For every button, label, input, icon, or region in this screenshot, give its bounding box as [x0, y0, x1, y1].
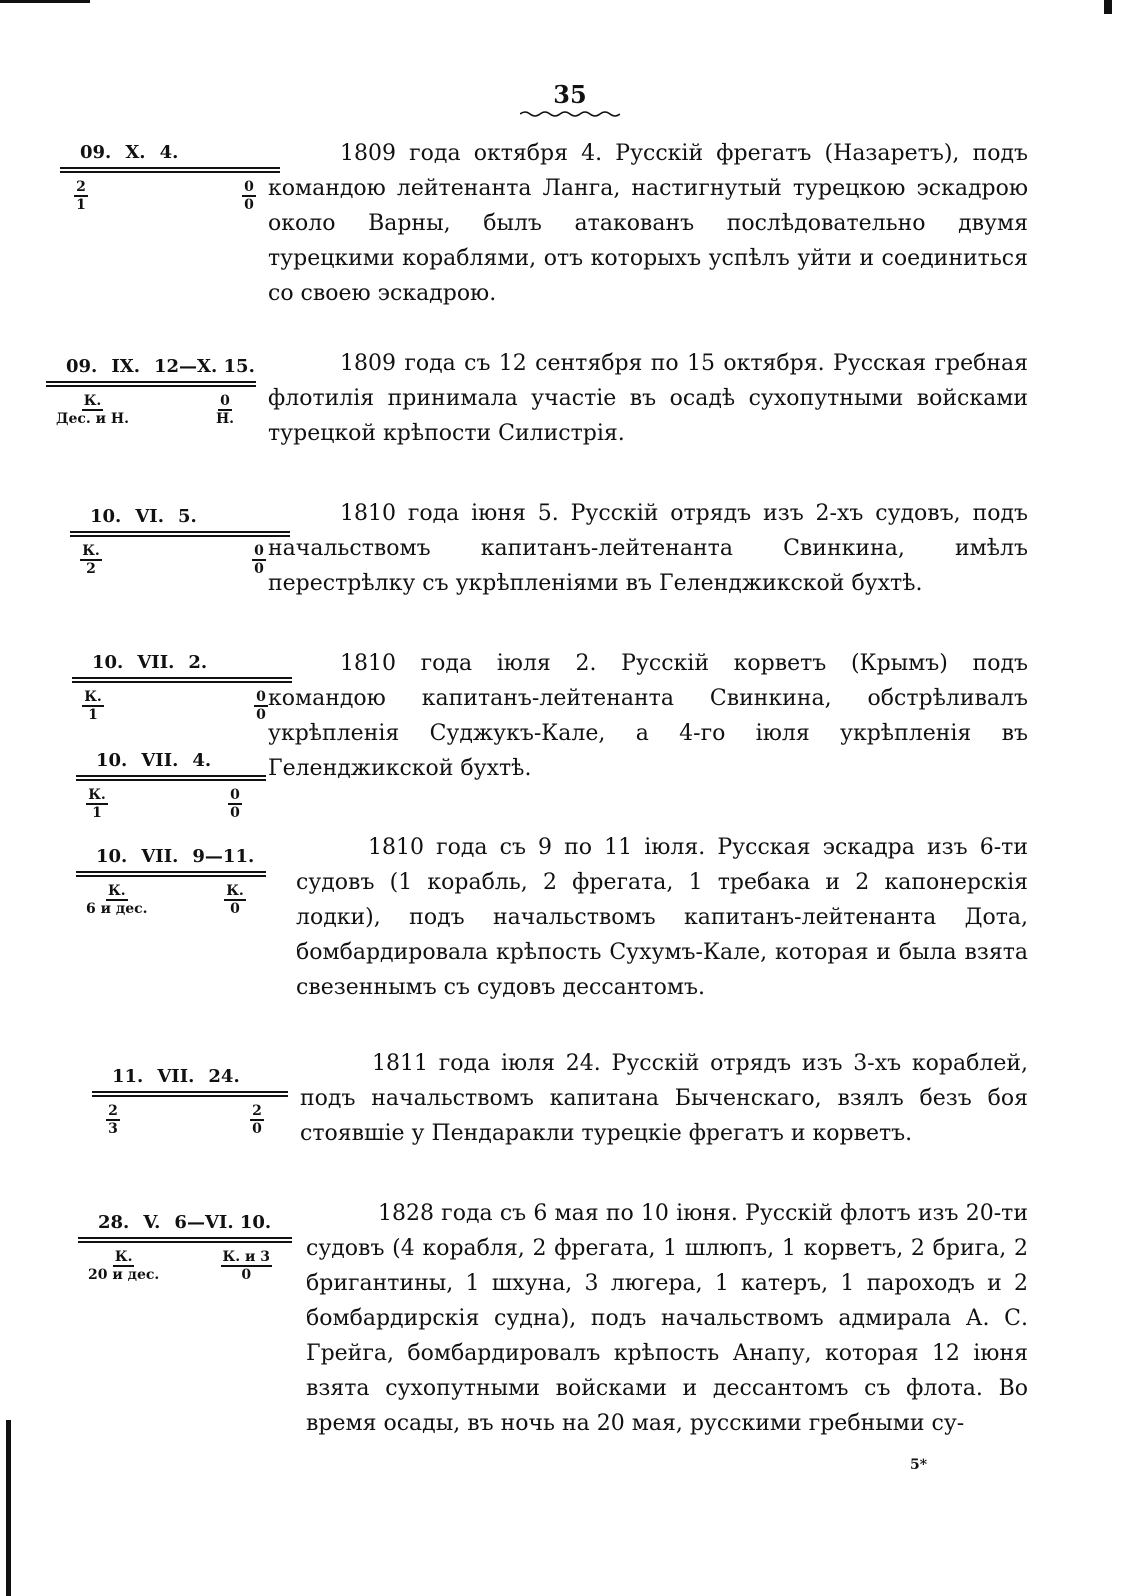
signature-mark: 5* [910, 1457, 928, 1473]
entry-1810-jul-2: 1810 года іюля 2. Русскій корветъ (Крымъ) подъ командою капитанъ-лейтенанта Свинкина, обстрѣливалъ укрѣпленія Суджукъ-Кале, а 4-го іюля укрѣпленія въ Геленджикской бухтѣ. [268, 651, 1028, 781]
entry-1811-jul-24: 1811 года іюля 24. Русскій отрядъ изъ 3-хъ кораблей, подъ начальствомъ капитана Быченскаго, взялъ безъ боя стоявшіе у Пендаракли турецкіе фрегатъ и корветъ. [300, 1051, 1028, 1146]
fraction-right: $\frac{0}{0}$ [230, 787, 240, 821]
fraction-left: $\frac{К.}{1}$ [88, 787, 106, 821]
fraction-right: $\frac{0}{Н.}$ [215, 393, 235, 427]
margin-label-5: 10. VII. 9—11. $\frac{К.}{\text{6 и дес.}}$ $\frac{К.}{0}$ [76, 846, 266, 917]
margin-label-1: 09. X. 4. $\frac{2}{1}$ $\frac{0}{0}$ [60, 142, 280, 213]
entry-1810-jul-9: 1810 года съ 9 по 11 іюля. Русская эскадра изъ 6-ти судовъ (1 корабль, 2 фрегата, 1 требака и 2 капонерскія лодки), подъ начальствомъ капитанъ-лейтенанта Дота, бомбардировала крѣпость Сухумъ-Кале, которая и была взята свезеннымъ съ судовъ дессантомъ. [296, 835, 1028, 1000]
page-number: 35 [553, 80, 587, 109]
fraction-right: $\frac{0}{0}$ [256, 689, 266, 723]
entry-1809-oct-4: 1809 года октября 4. Русскій фрегатъ (Назаретъ), подъ командою лейтенанта Ланга, настигнутый турецкою эскадрою около Варны, былъ атакованъ послѣдовательно двумя турецкими кораблями, отъ которыхъ успѣлъ уйти и соединиться со своею эскадрою. [268, 141, 1028, 306]
fraction-left: $\frac{К.}{2}$ [82, 543, 100, 577]
entry-1809-sep-12: 1809 года съ 12 сентября по 15 октября. Русская гребная флотилія принимала участіе въ осадѣ сухопутными войсками турецкой крѣпости Силистрія. [268, 351, 1028, 446]
fraction-left: $\frac{К.}{\text{Дес. и Н.}}$ [56, 393, 129, 427]
fraction-right: $\frac{2}{0}$ [252, 1103, 262, 1137]
fraction-right: $\frac{0}{0}$ [244, 179, 254, 213]
margin-label-4: 10. VII. 2. $\frac{К.}{1}$ $\frac{0}{0}$ [72, 652, 292, 723]
fraction-left: $\frac{К.}{\text{20 и дес.}}$ [88, 1249, 160, 1283]
fraction-left: $\frac{К.}{1}$ [84, 689, 102, 723]
page-number-ornament [520, 110, 620, 118]
fraction-right: $\frac{0}{0}$ [254, 543, 264, 577]
margin-label-7: 28. V. 6—VI. 10. $\frac{К.}{\text{20 и дес.}}$ $\frac{К. и 3}{0}$ [78, 1212, 292, 1283]
entry-1810-jun-5: 1810 года іюня 5. Русскій отрядъ изъ 2-хъ судовъ, подъ начальствомъ капитанъ-лейтенанта Свинкина, имѣлъ перестрѣлку съ укрѣпленіями въ Геленджикской бухтѣ. [268, 501, 1028, 596]
margin-label-6: 11. VII. 24. $\frac{2}{3}$ $\frac{2}{0}$ [92, 1066, 288, 1137]
fraction-left: $\frac{2}{1}$ [76, 179, 86, 213]
fraction-left: $\frac{К.}{\text{6 и дес.}}$ [86, 883, 148, 917]
entry-1828-may-6: 1828 года съ 6 мая по 10 іюня. Русскій флотъ изъ 20-ти судовъ (4 корабля, 2 фрегата, 1 шлюпъ, 1 корветъ, 2 брига, 2 бригантины, 1 шхуна, 3 люгера, 1 катеръ, 1 пароходъ и 2 бомбардирскія судна), подъ начальствомъ адмирала А. С. Грейга, бомбардировалъ крѣпость Анапу, которая 12 іюня взята сухопутными войсками и дессантомъ съ флота. Во время осады, въ ночь на 20 мая, русскими гребными су- [306, 1201, 1028, 1436]
margin-label-2: 09. IX. 12—X. 15. $\frac{К.}{\text{Дес. и Н.}}$ $\frac{0}{Н.}$ [46, 356, 256, 427]
fraction-left: $\frac{2}{3}$ [108, 1103, 118, 1137]
fraction-right: $\frac{К. и 3}{0}$ [222, 1249, 270, 1283]
scan-edge-mark-top-right [1104, 0, 1112, 14]
margin-label-4b: 10. VII. 4. $\frac{К.}{1}$ $\frac{0}{0}$ [76, 750, 266, 821]
scan-edge-mark-top-left [0, 0, 90, 3]
margin-label-3: 10. VI. 5. $\frac{К.}{2}$ $\frac{0}{0}$ [70, 506, 290, 577]
scan-edge-mark-left [6, 1420, 11, 1596]
fraction-right: $\frac{К.}{0}$ [226, 883, 244, 917]
